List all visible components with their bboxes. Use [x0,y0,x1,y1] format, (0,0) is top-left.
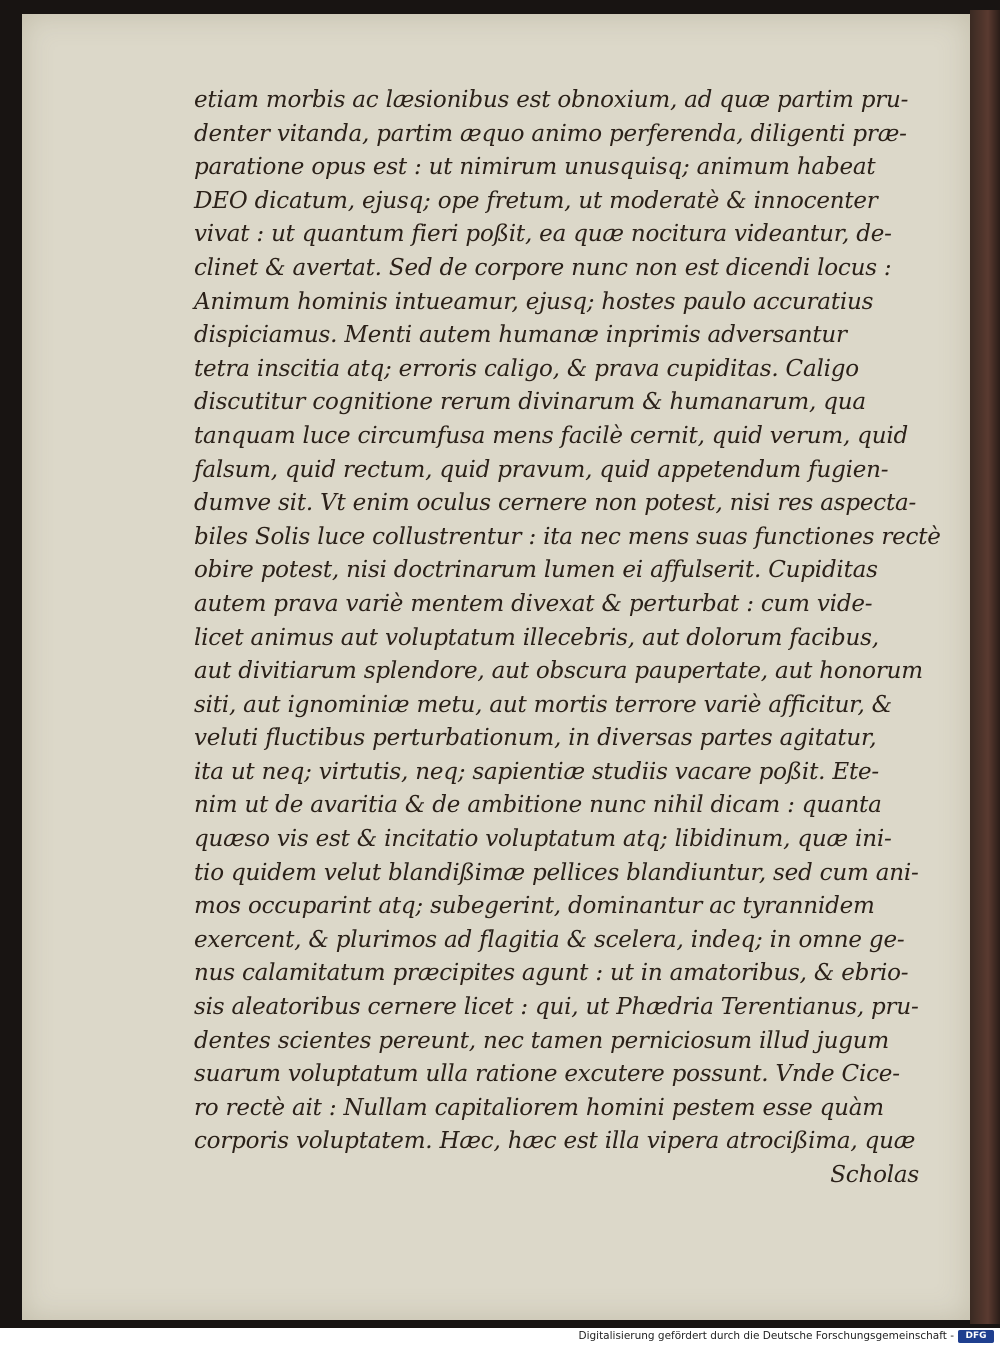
text-line: nim ut de avaritia & de ambitione nunc nihil dicam : quanta [194,792,882,819]
text-line: exercent, & plurimos ad flagitia & scelera, indeq; in omne ge- [194,926,905,953]
book-edge [970,10,1000,1324]
footer-bar [0,1328,1000,1346]
page-text [194,84,944,1193]
text-line: tetra inscitia atq; erroris caligo, & prava cupiditas. Caligo [194,355,859,382]
text-line: biles Solis luce collustrentur : ita nec mens suas functiones rectè [194,523,941,550]
text-line: siti, aut ignominiæ metu, aut mortis terrore variè afficitur, & [194,691,892,718]
catchword: Scholas [830,1162,919,1188]
text-line: aut divitiarum splendore, aut obscura paupertate, aut honorum [194,658,923,685]
text-line: etiam morbis ac læsionibus est obnoxium, ad quæ partim pru- [194,87,909,113]
text-line: DEO dicatum, ejusq; ope fretum, ut moderatè & innocenter [194,187,878,214]
text-line: falsum, quid rectum, quid pravum, quid appetendum fugien- [194,456,889,483]
text-line: clinet & avertat. Sed de corpore nunc non est dicendi locus : [194,254,892,281]
text-line: autem prava variè mentem divexat & perturbat : cum vide- [194,590,873,617]
text-line: ita ut neq; virtutis, neq; sapientiæ studiis vacare poßit. Ete- [194,758,879,785]
text-line: licet animus aut voluptatum illecebris, aut dolorum facibus, [194,624,879,651]
text-line: Animum hominis intueamur, ejusq; hostes paulo accuratius [194,288,874,315]
text-line: dumve sit. Vt enim oculus cernere non potest, nisi res aspecta- [194,490,917,517]
text-line: tanquam luce circumfusa mens facilè cernit, quid verum, quid [194,422,908,449]
text-line: corporis voluptatem. Hæc, hæc est illa vipera atrocißima, quæ [194,1128,916,1155]
text-line: quæso vis est & incitatio voluptatum atq; libidinum, quæ ini- [194,826,892,853]
text-line: dispiciamus. Menti autem humanæ inprimis adversantur [194,322,847,349]
text-line: mos occuparint atq; subegerint, dominantur ac tyrannidem [194,893,875,920]
text-line: discutitur cognitione rerum divinarum & humanarum, qua [194,389,866,416]
text-line: sis aleatoribus cernere licet : qui, ut Phædria Terentianus, pru- [194,994,919,1021]
text-line: veluti fluctibus perturbationum, in diversas partes agitatur, [194,725,877,752]
text-line: nus calamitatum præcipites agunt : ut in amatoribus, & ebrio- [194,960,909,987]
text-line: dentes scientes pereunt, nec tamen perniciosum illud jugum [194,1027,890,1054]
text-line: ro rectè ait : Nullam capitaliorem homini pestem esse quàm [194,1094,884,1121]
text-line: denter vitanda, partim æquo animo perferenda, diligenti præ- [194,120,907,147]
text-line: tio quidem velut blandißimæ pellices blandiuntur, sed cum ani- [194,859,919,886]
funding-credit: Digitalisierung gefördert durch die Deutsche Forschungsgemeinschaft - [578,1330,954,1342]
dfg-logo: DFG [958,1330,994,1343]
text-line: vivat : ut quantum fieri poßit, ea quæ nocitura videantur, de- [194,221,892,248]
text-line: paratione opus est : ut nimirum unusquisq; animum habeat [194,154,876,181]
text-line: obire potest, nisi doctrinarum lumen ei affulserit. Cupiditas [194,557,878,584]
text-line: suarum voluptatum ulla ratione excutere possunt. Vnde Cice- [194,1061,900,1088]
